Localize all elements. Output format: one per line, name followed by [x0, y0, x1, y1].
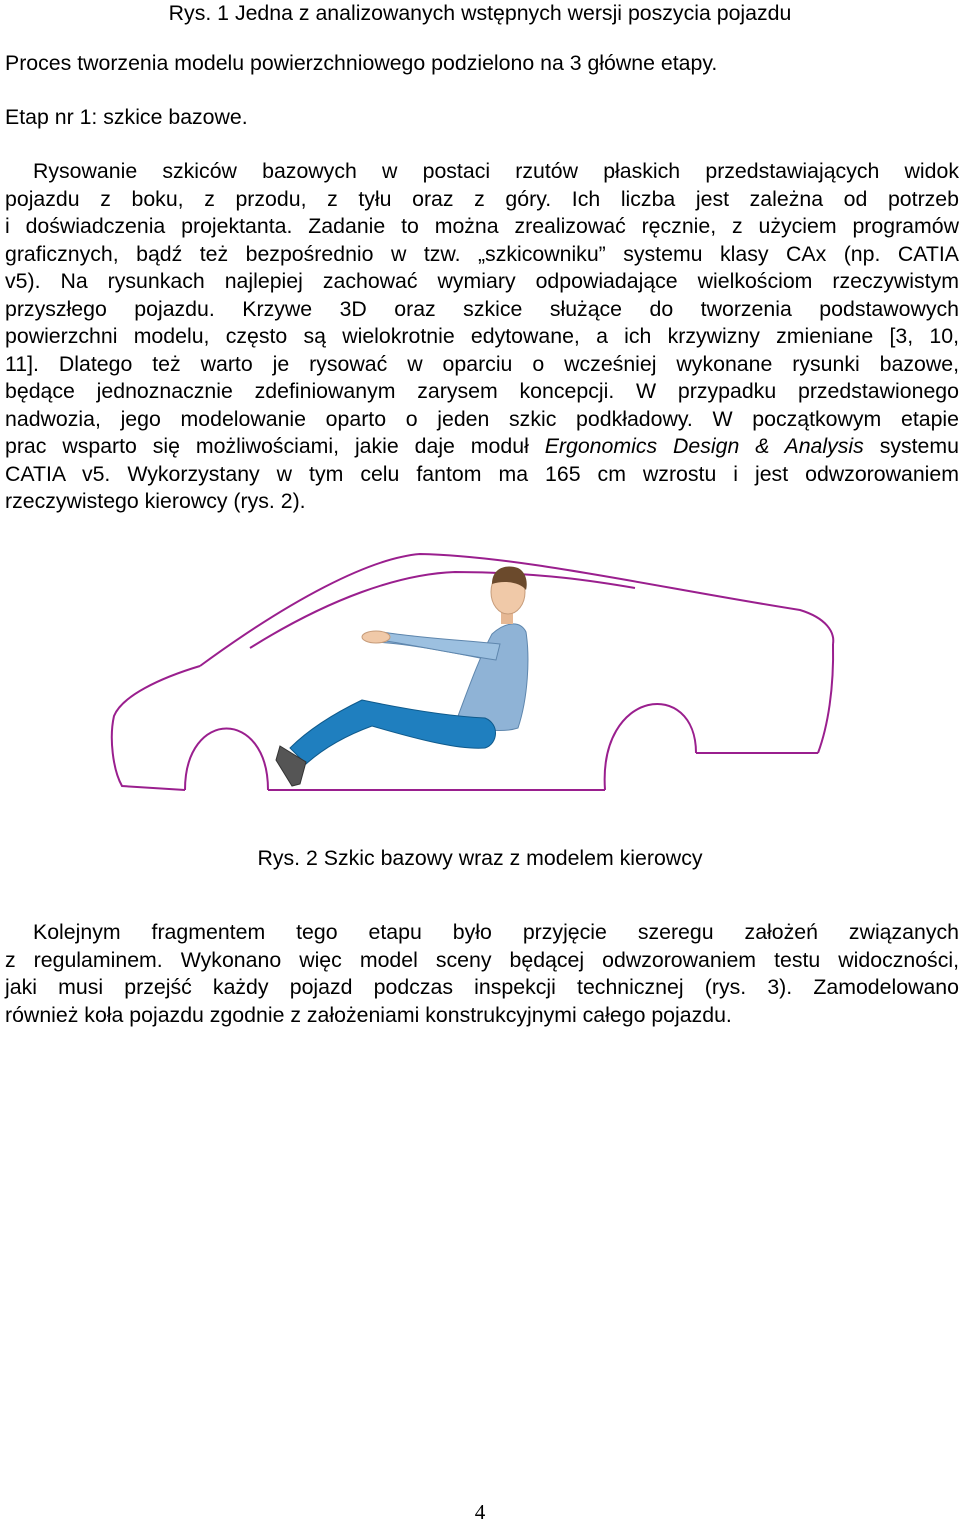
para2-line: z regulaminem. Wykonano więc model sceny będącej odwzorowaniem testu widoczności,	[5, 948, 959, 972]
para1-line: nadwozia, jego modelowanie oparto o jeden szkic podkładowy. W początkowym etapie	[5, 407, 959, 431]
driver-torso	[455, 624, 528, 731]
driver-hands	[362, 631, 390, 643]
para1-line: 11]. Dlatego też warto je rysować w oparciu o wcześniej wykonane rysunki bazowe,	[5, 352, 959, 376]
para2-line: również koła pojazdu zgodnie z założeniami konstrukcyjnymi całego pojazdu.	[5, 1003, 732, 1027]
car-rear-outline	[818, 644, 833, 753]
para1-line: Rysowanie szkiców bazowych w postaci rzutów płaskich przedstawiających widok	[33, 159, 959, 183]
para1-text: prac wsparto się możliwościami, jakie daje moduł	[5, 434, 545, 458]
para1-line: i doświadczenia projektanta. Zadanie to można zrealizować ręcznie, z użyciem programów	[5, 214, 959, 238]
module-name: Ergonomics Design & Analysis	[544, 434, 864, 458]
para1-line	[5, 433, 959, 460]
stage1-heading: Etap nr 1: szkice bazowe.	[5, 105, 248, 129]
para1-text: systemu	[863, 434, 959, 458]
para1-line: v5). Na rysunkach najlepiej zachować wymiary odpowiadające wielkościom rzeczywistym	[5, 269, 959, 293]
page-number: 4	[474, 1500, 486, 1524]
para1-line: przyszłego pojazdu. Krzywe 3D oraz szkice służące do tworzenia podstawowych	[5, 297, 959, 321]
para1-line: pojazdu z boku, z przodu, z tyłu oraz z góry. Ich liczba jest zależna od potrzeb	[5, 187, 959, 211]
car-window-line	[250, 572, 635, 648]
para1-line: graficznych, bądź też bezpośrednio w tzw. „szkicowniku” systemu klasy CAx (np. CATIA	[5, 242, 959, 266]
para1-line: rzeczywistego kierowcy (rys. 2).	[5, 489, 306, 513]
para2-line: Kolejnym fragmentem tego etapu było przyjęcie szeregu założeń związanych	[33, 920, 959, 944]
fig2-caption: Rys. 2 Szkic bazowy wraz z modelem kierowcy	[257, 846, 703, 870]
fig1-caption: Rys. 1 Jedna z analizowanych wstępnych wersji poszycia pojazdu	[168, 1, 792, 25]
para1-line: powierzchni modelu, często są wielokrotnie edytowane, a ich krzywizny zmieniane [3, 10,	[5, 324, 959, 348]
para2-line: jaki musi przejść każdy pojazd podczas inspekcji technicznej (rys. 3). Zamodelowano	[5, 975, 959, 999]
car-sketch	[112, 554, 833, 790]
car-sketch-figure	[100, 548, 840, 803]
para1-line: będące jednoznacznie zdefiniowanym zarysem koncepcji. W przypadku przedstawionego	[5, 379, 959, 403]
rear-wheel-arch	[605, 704, 696, 790]
front-wheel-arch	[185, 729, 268, 791]
para1-line: CATIA v5. Wykorzystany w tym celu fantom ma 165 cm wzrostu i jest odwzorowaniem	[5, 462, 959, 486]
driver-model	[276, 567, 528, 786]
driver-arm-front	[380, 632, 500, 660]
intro-text: Proces tworzenia modelu powierzchniowego podzielono na 3 główne etapy.	[5, 51, 718, 75]
